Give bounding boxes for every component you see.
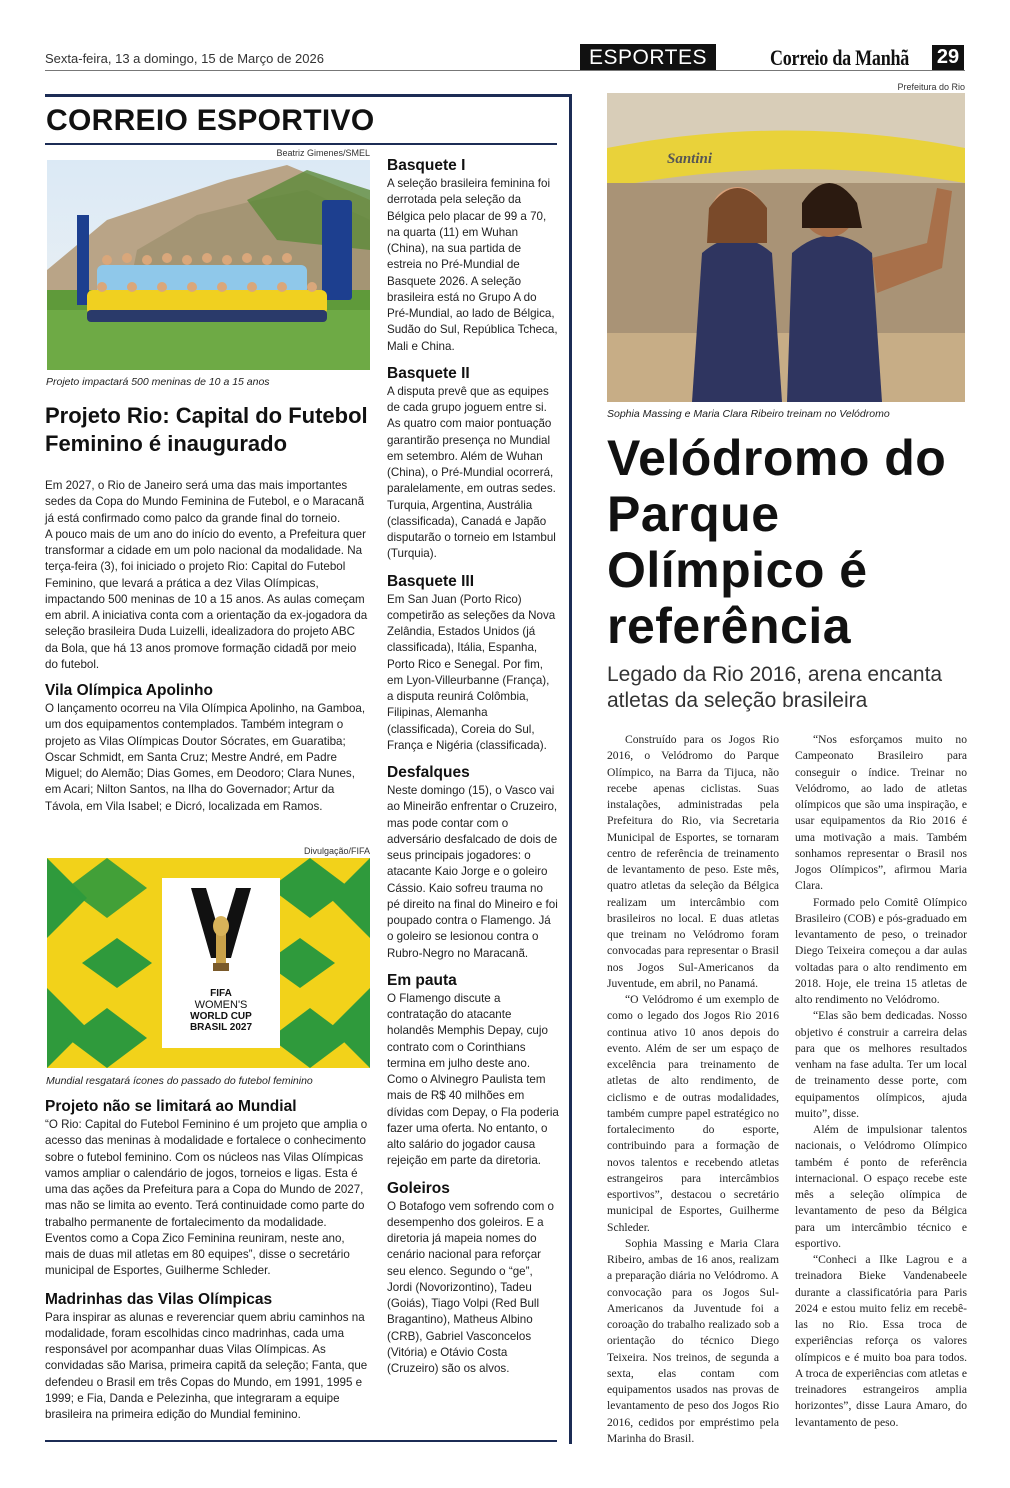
note-title: Goleiros	[387, 1179, 450, 1197]
section-label: ESPORTES	[580, 44, 716, 70]
photo-caption: Sophia Massing e Maria Clara Ribeiro treinam no Velódromo	[607, 408, 890, 420]
note-text: Neste domingo (15), o Vasco vai ao Mineirão enfrentar o Cruzeiro, mas pode contar com o adversário desfalcado de dois de seus principais jogadores: o atacante Kaio Jorge e o goleiro Cássio. Kaio sofreu trauma no pé direito na final do Mineiro e foi poupado contra o Flamengo. Já o goleiro se lesionou contra o Rubro-Negro no Maracanã.	[387, 784, 558, 960]
body-paragraph: “O Rio: Capital do Futebol Feminino é um projeto que amplia o acesso das meninas à modalidade e fortalece o conhecimento sobre o futebol feminino. Com os núcleos nas Vilas Olímpicas vamos ampliar o calendário de jogos, torneios e ligas. Esta é uma das ações da Prefeitura para a Copa do Mundo de 2027, mas não se limita ao evento. Terá continuidade como parte do trabalho permanente de fortalecimento da modalidade. Eventos como a Copa Zico Feminina reuniram, neste ano, mais de duas mil atletas em 80 equipes”, disse o secretário municipal de Esportes, Guilherme Schleder.	[45, 1118, 368, 1278]
lead-article	[45, 402, 370, 815]
section-title: CORREIO ESPORTIVO	[46, 104, 375, 137]
body-paragraph: “Elas são bem dedicadas. Nosso objetivo é construir a carreira delas para que os melhores resultados venham na fase adulta. Ter um local de treinamento desse porte, com equipamentos olímpicos, ajuda muito”, disse.	[795, 1009, 967, 1120]
body-paragraph: O lançamento ocorreu na Vila Olímpica Apolinho, na Gamboa, um dos equipamentos contemplados. Também integram o projeto as Vilas Olímpicas Doutor Sócrates, em Guaratiba; Oscar Schmidt, em Santa Cruz; Mestre André, em Padre Miguel; do Alemão; Dias Gomes, em Deodoro; Clara Nunes, em Acari; Nilton Santos, na Ilha do Governador; Artur da Távola, em Vila Isabel; e Dicró, localizada em Ramos.	[45, 702, 366, 813]
note-title: Basquete III	[387, 572, 474, 590]
body-paragraph: A pouco mais de um ano do início do evento, a Prefeitura quer transformar a cidade em um polo nacional da modalidade. Na terça-feira (3), foi iniciado o projeto Rio: Capital do Futebol Feminino, que levará a prática a dez Vilas Olímpicas, impactando 500 meninas de 10 a 15 anos. As aulas começam em abril. A iniciativa conta com a orientação da ex-jogadora da seleção brasileira Duda Luizelli, idealizadora do projeto ABC da Bola, que há 13 anos promove formação cidadã por meio do futebol.	[45, 527, 368, 671]
team-photo	[47, 160, 370, 370]
world-cup-poster	[47, 858, 370, 1068]
note-text: O Flamengo discute a contratação do atacante holandês Memphis Depay, cujo contrato com o Corinthians termina em julho deste ano. Como o Alvinegro Paulista tem mais de R$ 40 milhões em dívidas com Depay, o Fla poderia fazer uma oferta. No entanto, o alto salário do jogador causa rejeição em parte da diretoria.	[387, 991, 559, 1168]
note-text: A seleção brasileira feminina foi derrotada pela seleção da Bélgica pelo placar de 99 a 70, na quarta (11) em Wuhan (China), na sua partida de estreia no Pré-Mundial de Basquete 2026. A seleção brasileira está no Grupo A do Pré-Mundial, ao lado de Bélgica, Sudão do Sul, República Tcheca, Mali e China.	[387, 177, 558, 353]
section-title-rule	[45, 143, 557, 145]
section-frame-bottom	[45, 1440, 557, 1442]
fifa-logo-line3: WORLD CUP	[190, 1011, 252, 1022]
body-paragraph: “Conheci a Ilke Lagrou e a treinadora Bieke Vandenabeele durante a classificatória para Paris 2024 e estou muito feliz em recebê-las no Rio. Essa troca de experiências reforça os valores olímpicos e é muito boa para todos. A troca de experiências com atletas e treinadores estrangeiros amplia horizontes”, disse Laura Amaro, do levantamento de peso.	[795, 1253, 967, 1429]
fifa-logo	[162, 878, 280, 1048]
athletes-photo	[607, 93, 965, 402]
banner-text: Santini	[667, 151, 713, 167]
lead-article-continued	[45, 1091, 370, 1423]
page-number: 29	[932, 45, 964, 70]
article-headline: Projeto Rio: Capital do Futebol Feminino é inaugurado	[45, 403, 368, 456]
note-title: Desfalques	[387, 764, 470, 781]
section-frame-top	[45, 94, 572, 97]
photo-caption: Projeto impactará 500 meninas de 10 a 15 anos	[46, 376, 270, 388]
body-paragraph: Sophia Massing e Maria Clara Ribeiro, ambas de 16 anos, realizam a preparação diária no Velódromo. A convocação para os Jogos Sul-Americanos da Juventude foi a coroação do trabalho realizado sob a orientação do técnico Diego Teixeira. Nos treinos, de segunda a sexta, elas contam com equipamentos usados nas provas de levantamento de peso dos Jogos Rio 2016, cedidos por empréstimo pela Marinha do Brasil.	[607, 1236, 779, 1445]
body-paragraph: Além de impulsionar talentos nacionais, o Velódromo Olímpico também é ponto de referência internacional. O espaço recebe este mês a seleção olímpica de levantamento de peso da Bélgica para um intercâmbio técnico e esportivo.	[795, 1123, 967, 1250]
newspaper-logo: Correio da Manhã	[770, 45, 910, 70]
feature-subhead: Legado da Rio 2016, arena encanta atletas da seleção brasileira	[607, 663, 943, 712]
body-paragraph: Em 2027, o Rio de Janeiro será uma das mais importantes sedes da Copa do Mundo Feminina de Futebol, e o Maracanã já está confirmado como palco da grande final do torneio.	[45, 479, 365, 525]
photo-credit: Divulgação/FIFA	[303, 846, 370, 856]
edition-date: Sexta-feira, 13 a domingo, 15 de Março de 2026	[45, 51, 324, 66]
feature-column-2	[795, 732, 967, 1431]
subheading: Madrinhas das Vilas Olímpicas	[45, 1290, 273, 1308]
header-divider	[45, 70, 965, 71]
news-notes	[387, 156, 559, 1377]
body-paragraph: Construído para os Jogos Rio 2016, o Velódromo do Parque Olímpico, na Barra da Tijuca, não recebe apenas ciclistas. Suas instalações, administradas pela Prefeitura do Rio, via Secretaria Municipal de Esportes, se tornaram centro de referência de treinamento de levantamento de peso. Este mês, quatro atletas da seleção da Bélgica realizam um intercâmbio com brasileiros no local. E duas atletas que treinam no Velódromo foram convocadas para representar o Brasil nos Jogos Sul-Americanos da Juventude, em abril, no Panamá.	[607, 733, 779, 990]
section-frame-right	[569, 94, 572, 1444]
subheading: Vila Olímpica Apolinho	[45, 682, 213, 699]
subheading: Projeto não se limitará ao Mundial	[45, 1098, 297, 1115]
body-paragraph: “Nos esforçamos muito no Campeonato Brasileiro para conseguir o índice. Treinar no Velódromo, ao lado de atletas olímpicos que são uma inspiração, e usar equipamentos da Rio 2016 é uma motivação a mais. Também sonhamos representar o Brasil nos Jogos Olímpicos”, afirmou Maria Clara.	[795, 733, 967, 893]
photo-caption: Mundial resgatará ícones do passado do futebol feminino	[46, 1075, 313, 1087]
body-paragraph: “O Velódromo é um exemplo de como o legado dos Jogos Rio 2016 continua ativo 10 anos depois do evento. Além de ser um espaço de excelência para treinamento de atletas de alto rendimento, de ciclismo e de outras modalidades, também cumpre papel estratégico no fortalecimento do esporte, contribuindo para a formação de novos talentos e recebendo atletas estrangeiros para intercâmbios esportivos”, destacou o secretário municipal de Esportes, Guilherme Schleder.	[607, 993, 779, 1234]
note-title: Basquete II	[387, 364, 470, 382]
fifa-logo-line2: WOMEN'S	[194, 999, 248, 1011]
note-title: Basquete I	[387, 157, 466, 174]
note-text: O Botafogo vem sofrendo com o desempenho dos goleiros. E a diretoria já mapeia nomes do cenário nacional para reforçar seu elenco. Segundo o “ge”, Jordi (Novorizontino), Tadeu (Goiás), Tiago Volpi (Red Bull Bragantino), Matheus Albino (CRB), Gabriel Vasconcelos (Vitória) e Otávio Costa (Cruzeiro) são os alvos.	[387, 1199, 554, 1375]
photo-credit: Prefeitura do Rio	[897, 82, 965, 92]
feature-column-1	[607, 732, 779, 1447]
body-paragraph: Formado pelo Comitê Olímpico Brasileiro (COB) e pós-graduado em levantamento de peso, o treinador Diego Teixeira começou a dar aulas voltadas para o alto rendimento em 2018. Hoje, ele treina 15 atletas de alto rendimento no Velódromo.	[795, 895, 967, 1006]
fifa-logo-line4: BRASIL 2027	[189, 1022, 253, 1033]
fifa-logo-line1: FIFA	[210, 988, 232, 999]
note-text: Em San Juan (Porto Rico) competirão as seleções da Nova Zelândia, Estados Unidos (já classificada), Itália, Espanha, Porto Rico e Senegal. Por fim, em Lyon-Villeurbanne (França), a disputa reunirá Colômbia, Filipinas, Alemanha (classificada), Coreia do Sul, França e Nigéria (classificada).	[387, 592, 556, 752]
body-paragraph: Para inspirar as alunas e reverenciar quem abriu caminhos na modalidade, foram escolhidas cinco madrinhas, cada uma responsável por acompanhar duas Vilas Olímpicas. As convidadas são Marisa, primeira capitã da seleção; Fanta, que defendeu o Brasil em três Copas do Mundo, em 1991, 1995 e 1999; e Fia, Danda e Pelezinha, que integraram a equipe brasileira na primeira edição do Mundial feminino.	[45, 1310, 368, 1421]
note-text: A disputa prevê que as equipes de cada grupo joguem entre si. As quatro com maior pontuação garantirão presença no Mundial em setembro. Além de Wuhan (China), o Pré-Mundial ocorrerá, paralelamente, em outras sedes. Turquia, Argentina, Austrália (classificada), Canadá e Japão disputarão o torneio em Istambul (Turquia).	[387, 384, 556, 561]
photo-credit: Beatriz Gimenes/SMEL	[276, 148, 370, 158]
feature-headline: Velódromo do Parque Olímpico é referência	[607, 430, 947, 654]
note-title: Em pauta	[387, 971, 457, 989]
